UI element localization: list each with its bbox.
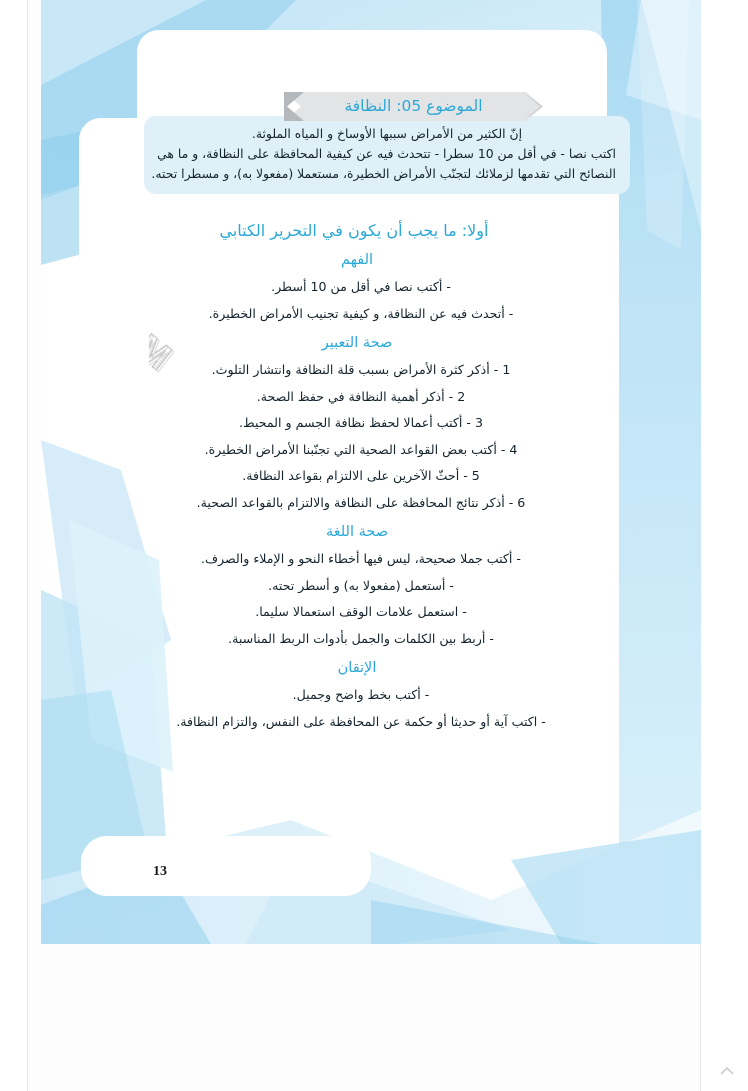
- list-item: 1 - أذكر كثرة الأمراض بسبب قلة النظافة وانتشار التلوث.: [211, 362, 511, 377]
- list-item: 5 - أحثّ الآخرين على الالتزام بقواعد النظافة.: [242, 468, 480, 483]
- page-number: 13: [153, 864, 167, 879]
- section-items: [41, 274, 701, 327]
- list-item: 3 - أكتب أعمالا لحفظ نظافة الجسم و المحيط.: [239, 415, 483, 430]
- list-item: - أربط بين الكلمات والجمل بأدوات الربط المناسبة.: [228, 630, 494, 646]
- chevron-up-icon[interactable]: [718, 1063, 736, 1081]
- main-heading: أولا: ما يجب أن يكون في التحرير الكتابي: [219, 221, 489, 240]
- section-items: [41, 546, 701, 652]
- section-title: الإتقان: [337, 660, 377, 676]
- list-item: - أكتب بخط واضح وجميل.: [292, 687, 430, 702]
- topic-banner: [284, 92, 543, 121]
- section-title: صحة التعبير: [321, 335, 393, 351]
- assignment-prompt-box: [144, 116, 630, 194]
- list-item: - أكتب جملا صحيحة، ليس فيها أخطاء النحو و الإملاء والصرف.: [201, 551, 521, 566]
- list-item: - أستعمل (مفعولا به) و أسطر تحته.: [268, 577, 454, 593]
- list-item: 4 - أكتب بعض القواعد الصحية التي تجنّبنا الأمراض الخطيرة.: [204, 441, 518, 457]
- topic-banner-title: الموضوع 05: النظافة: [344, 96, 483, 115]
- list-item: 2 - أذكر أهمية النظافة في حفظ الصحة.: [256, 388, 466, 404]
- list-item: - استعمل علامات الوقف استعمالا سليما.: [255, 604, 467, 619]
- list-item: - أتحدث فيه عن النظافة، و كيفية تجنيب الأمراض الخطيرة.: [208, 305, 514, 321]
- list-item: - أكتب نصا في أقل من 10 أسطر.: [271, 279, 451, 294]
- banner-container: [41, 92, 701, 122]
- section-items: [41, 682, 701, 735]
- lesson-content: [41, 218, 701, 735]
- document-page: [41, 0, 701, 944]
- list-item: - اكتب آية أو حديثا أو حكمة عن المحافظة على النفس، والتزام النظافة.: [176, 713, 546, 729]
- section-title: صحة اللغة: [325, 524, 389, 540]
- section-title: الفهم: [340, 252, 374, 268]
- section-items: [41, 357, 701, 516]
- section-sihat-attabir: [41, 331, 701, 516]
- section-fahm: [41, 248, 701, 327]
- prompt-line-2: اكتب نصا - في أقل من 10 سطرا - تتحدث فيه عن كيفية المحافظة على النظافة، و ما هي: [157, 146, 616, 161]
- section-itqan: [41, 656, 701, 735]
- prompt-line-1: إنّ الكثير من الأمراض سببها الأوساخ و المياه الملوثة.: [251, 126, 523, 141]
- prompt-line-3: النصائح التي تقدمها لزملائك لتجنّب الأمراض الخطيرة، مستعملا (مفعولا به)، و مسطرا تحته.: [151, 166, 616, 181]
- list-item: 6 - أذكر نتائج المحافظة على النظافة والالتزام بالقواعد الصحية.: [196, 494, 526, 510]
- section-sihat-allugha: [41, 520, 701, 652]
